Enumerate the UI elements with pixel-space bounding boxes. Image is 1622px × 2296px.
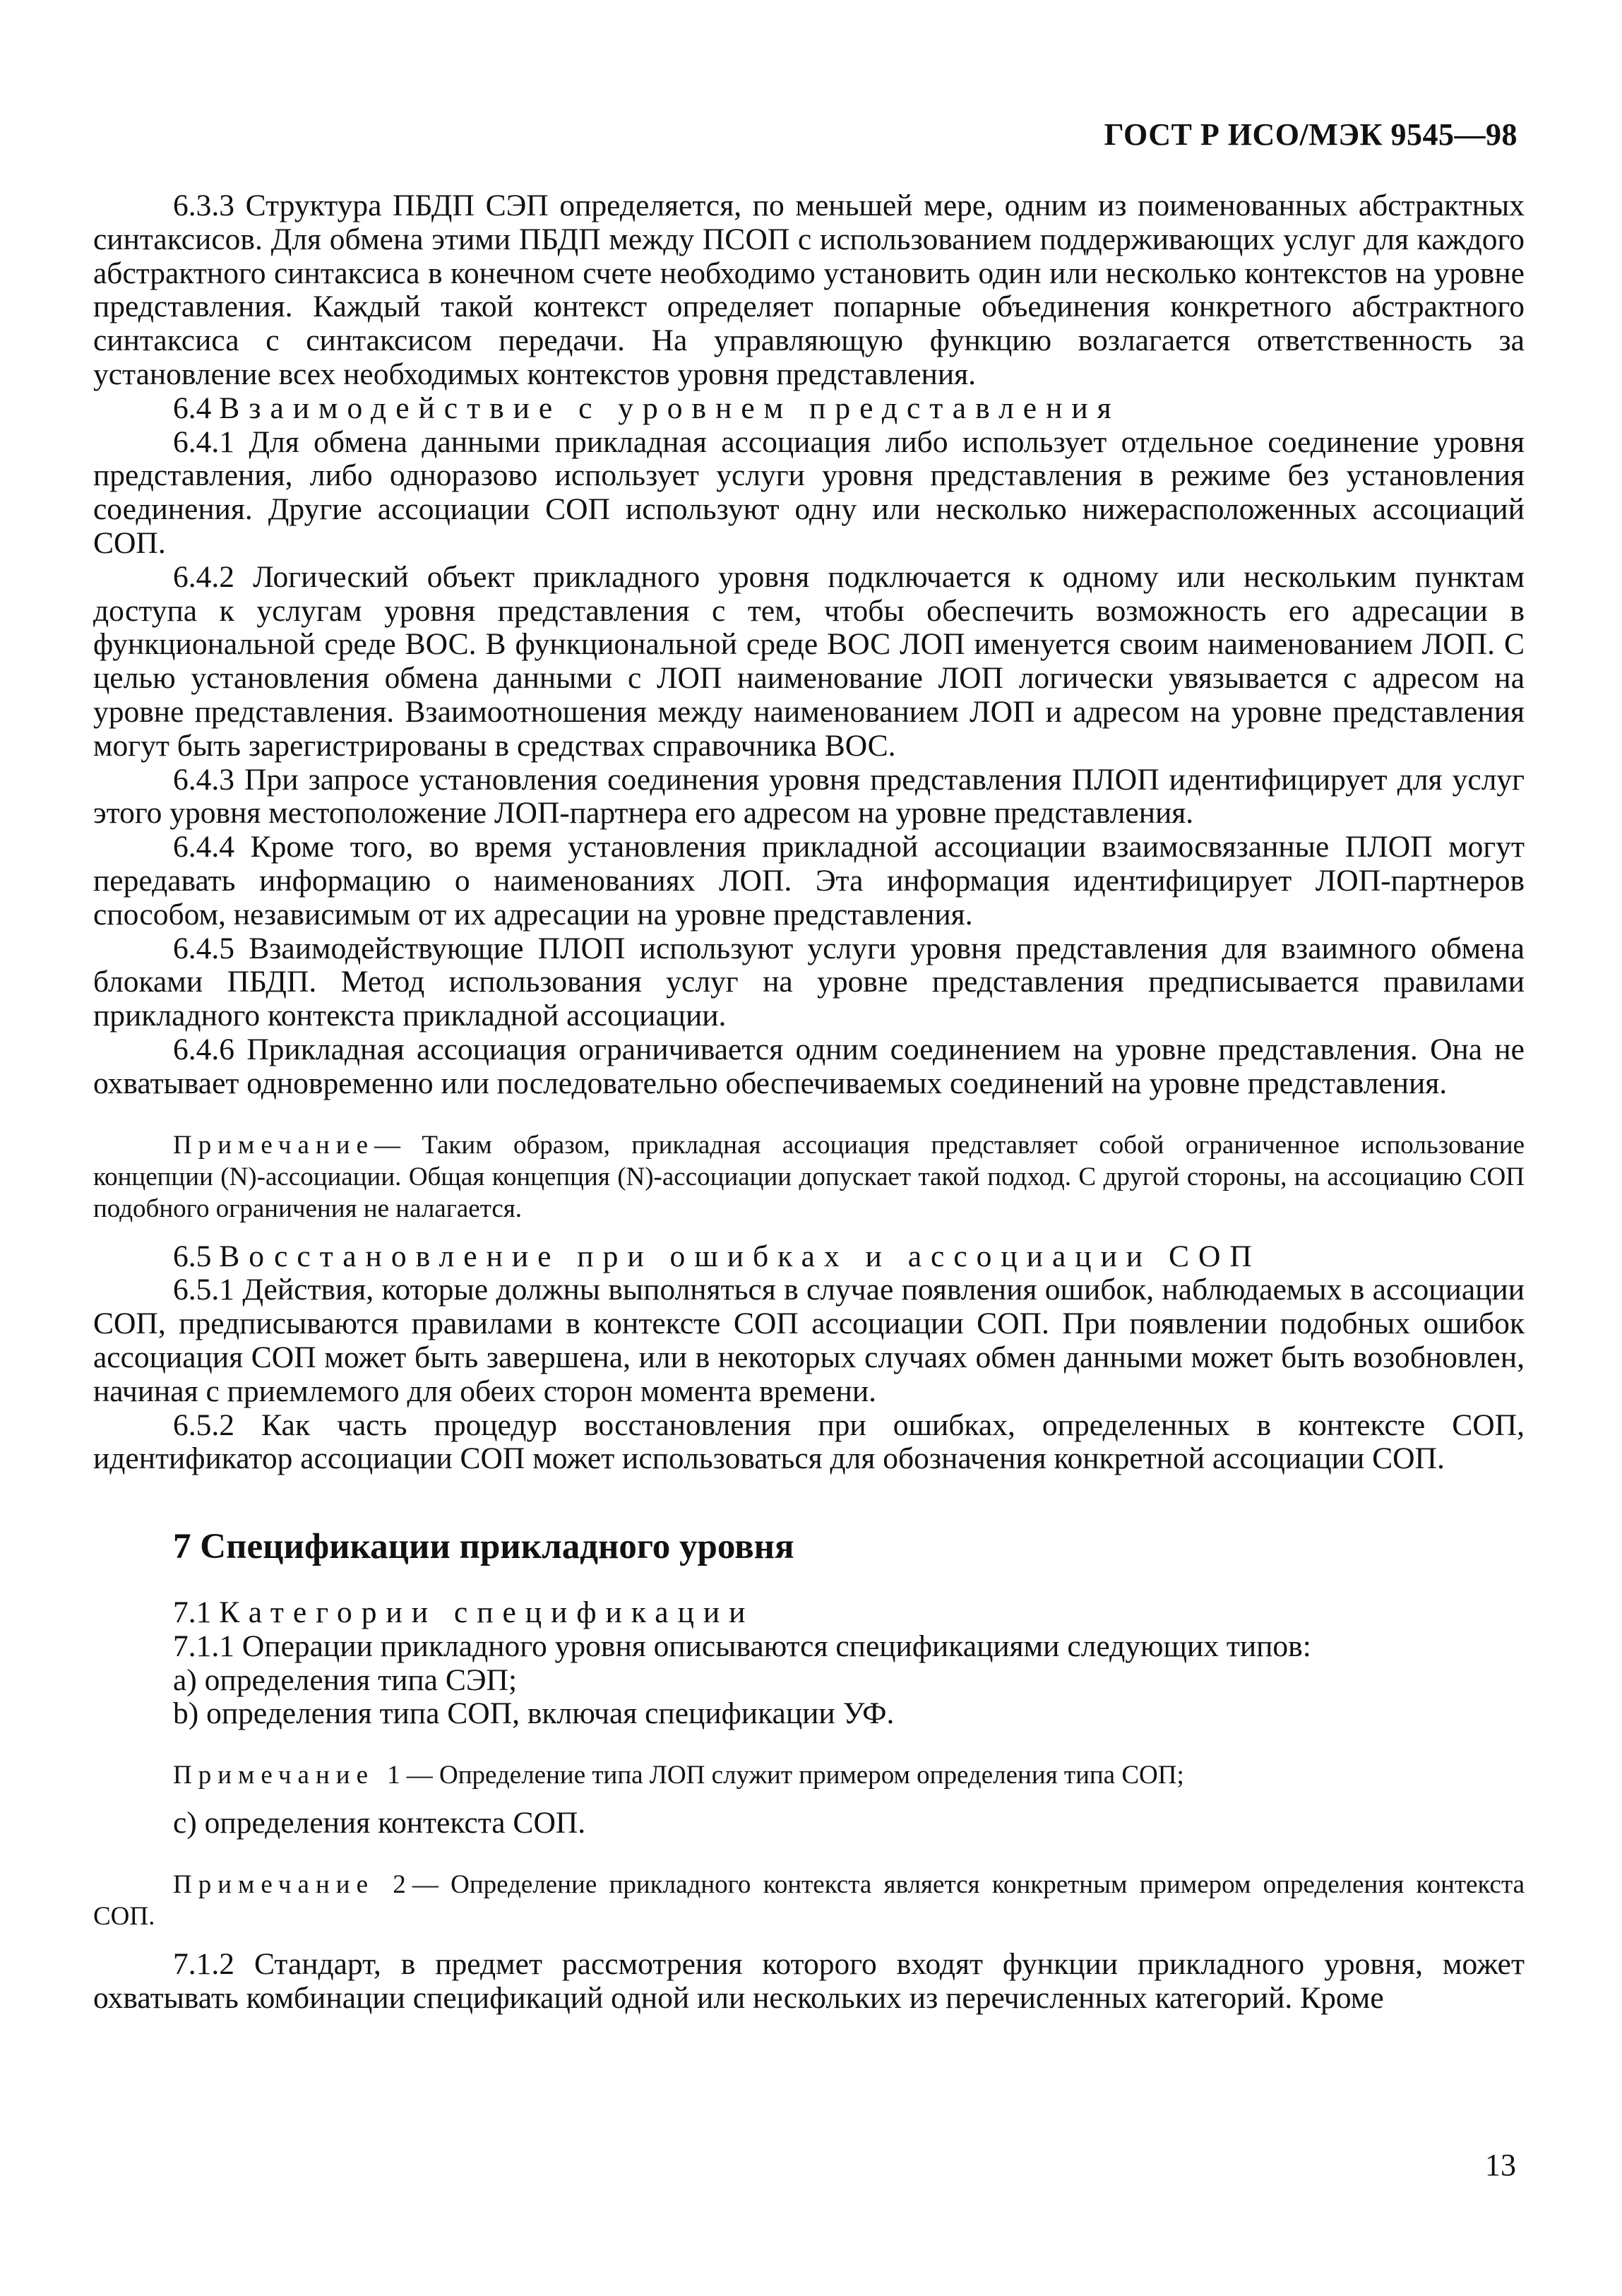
heading-6-4-number: 6.4 [173,391,212,425]
paragraph-7-1-2: 7.1.2 Стандарт, в предмет рассмотрения которого входят функции прикладного уровня, может охватывать комбинации спецификаций одной или нескольких из перечисленных категорий. Кроме [93,1947,1525,2015]
note-6-4 [93,1129,1525,1225]
heading-6-4 [93,392,1525,426]
paragraph-6-4-1: 6.4.1 Для обмена данными прикладная ассоциация либо использует отдельное соединение уровня представления, либо одноразово использует услуги уровня представления в режиме без установления соединения. Другие ассоциации СОП используют одну или несколько нижерасположенных ассоциаций СОП. [93,424,1525,560]
note-2-text: — Определение прикладного контекста является конкретным примером определения контекста СОП. [93,1870,1525,1932]
paragraph-6-4-4: 6.4.4 Кроме того, во время установления прикладной ассоциации взаимосвязанные ПЛОП могут передавать информацию о наименованиях ЛОП. Эта информация идентифицирует ЛОП-партнеров способом, независимым от их адресации на уровне представления. [93,830,1525,932]
list-item-b: b) определения типа СОП, включая спецификации УФ. [173,1696,895,1731]
list-item-a: a) определения типа СЭП; [173,1662,518,1697]
paragraph-6-3-3: 6.3.3 Структура ПБДП СЭП определяется, по меньшей мере, одним из поименованных абстрактных синтаксисов. Для обмена этими ПБДП между ПСОП с использованием поддерживающих услуг для каждого абстрактного синтаксиса в конечном счете необходимо установить один или несколько контекстов на уровне представления. Каждый такой контекст определяет попарные объединения конкретного абстрактного синтаксиса с синтаксисом передачи. На управляющую функцию возлагается ответственность за установление всех необходимых контекстов уровня представления. [93,189,1525,391]
note-2-label: Примечание 2 [173,1870,412,1900]
paragraph-6-4-6: 6.4.6 Прикладная ассоциация ограничивается одним соединением на уровне представления. Она не охватывает одновременно или последовательно обеспечиваемых соединений на уровне представления. [93,1032,1525,1100]
note-1-label: Примечание 1 [173,1761,407,1790]
heading-6-5 [93,1240,1525,1274]
paragraph-6-5-1: 6.5.1 Действия, которые должны выполняться в случае появления ошибок, наблюдаемых в ассоциации СОП, предписываются правилами в контексте СОП ассоциации СОП. При появлении подобных ошибок ассоциация СОП может быть завершена, или в некоторых случаях обмен данными может быть возобновлен, начиная с приемлемого для обеих сторон момента времени. [93,1273,1525,1408]
standard-header: ГОСТ Р ИСО/МЭК 9545—98 [1104,117,1517,152]
paragraph-6-5-2: 6.5.2 Как часть процедур восстановления при ошибках, определенных в контексте СОП, идентификатор ассоциации СОП может использоваться для обозначения конкретной ассоциации СОП. [93,1408,1525,1476]
section-7-title: 7 Спецификации прикладного уровня [173,1527,794,1567]
list-item-c: c) определения контекста СОП. [173,1806,586,1840]
note-1 [93,1759,1525,1791]
document-body [93,189,1525,2016]
note-6-4-text: — Таким образом, прикладная ассоциация представляет собой ограниченное использование концепции (N)-ассоциации. Общая концепция (N)-ассоциации допускает такой подход. С другой стороны, на ассоциацию СОП подобного ограничения не налагается. [93,1130,1525,1223]
heading-6-4-title: Взаимодействие с уровнем представления [219,391,1121,425]
note-6-4-label: Примечание [173,1130,374,1160]
paragraph-6-4-3: 6.4.3 При запросе установления соединения уровня представления ПЛОП идентифицирует для услуг этого уровня местоположение ЛОП-партнера его адресом на уровне представления. [93,762,1525,831]
note-2 [93,1869,1525,1932]
note-1-text: — Определение типа ЛОП служит примером определения типа СОП; [406,1761,1184,1790]
page-number: 13 [1485,2148,1516,2182]
heading-7-1-number: 7.1 [173,1595,212,1630]
paragraph-6-4-2: 6.4.2 Логический объект прикладного уровня подключается к одному или нескольким пунктам доступа к услугам уровня представления с тем, чтобы обеспечить возможность его адресации в функциональной среде ВОС. В функциональной среде ВОС ЛОП именуется своим наименованием ЛОП. С целью установления обмена данными с ЛОП наименование ЛОП логически увязывается с адресом на уровне представления. Взаимоотношения между наименованием ЛОП и адресом на уровне представления могут быть зарегистрированы в средствах справочника ВОС. [93,559,1525,763]
paragraph-6-4-5: 6.4.5 Взаимодействующие ПЛОП используют услуги уровня представления для взаимного обмена блоками ПБДП. Метод использования услуг на уровне представления предписывается правилами прикладного контекста прикладной ассоциации. [93,931,1525,1033]
heading-7-1-title: Категории спецификации [219,1595,755,1630]
heading-6-5-title: Восстановление при ошибках и ассоциации СОП [219,1239,1261,1273]
paragraph-7-1-1: 7.1.1 Операции прикладного уровня описываются спецификациями следующих типов: [173,1629,1311,1663]
heading-6-5-number: 6.5 [173,1239,212,1273]
heading-7-1 [93,1596,1525,1630]
